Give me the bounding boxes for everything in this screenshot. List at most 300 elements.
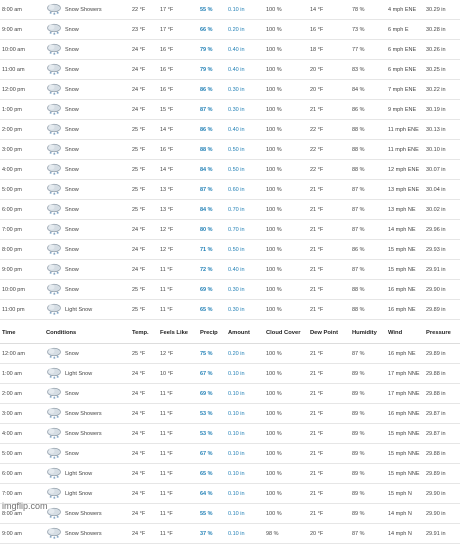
svg-text:*: *	[57, 212, 60, 218]
table-row	[0, 160, 460, 180]
cell-time	[0, 404, 44, 424]
cell-humidity-value: 89 %	[352, 371, 365, 377]
table-row	[0, 260, 460, 280]
svg-text:*: *	[53, 457, 56, 462]
header-wind[interactable]: Wind	[386, 322, 424, 344]
cell-conditions	[44, 464, 130, 484]
cell-cloud-cover	[264, 40, 308, 60]
cell-precip-value: 80 %	[200, 227, 213, 233]
cell-time	[0, 300, 44, 320]
svg-text:*: *	[50, 416, 53, 422]
cell-conditions	[44, 280, 130, 300]
cell-cloud-cover-value: 100 %	[266, 167, 282, 173]
cell-pressure	[424, 220, 460, 240]
cell-temp	[130, 160, 158, 180]
cell-feels-like-value: 13 °F	[160, 207, 173, 213]
cell-feels-like-value: 11 °F	[160, 391, 173, 397]
cell-humidity-value: 73 %	[352, 27, 365, 33]
cell-cloud-cover-value: 100 %	[266, 107, 282, 113]
cell-amount	[226, 220, 264, 240]
cell-dew-point-value: 21 °F	[310, 411, 323, 417]
table-row	[0, 280, 460, 300]
cell-pressure-value: 29.89 in	[426, 471, 446, 477]
cell-temp	[130, 464, 158, 484]
svg-text:*: *	[50, 356, 53, 362]
cell-humidity-value: 89 %	[352, 431, 365, 437]
table-row	[0, 444, 460, 464]
cell-wind-value: 15 mph NNE	[388, 431, 420, 437]
cell-precip	[198, 60, 226, 80]
svg-text:*: *	[50, 516, 53, 522]
cell-temp-value: 24 °F	[132, 47, 145, 53]
cell-feels-like-value: 14 °F	[160, 127, 173, 133]
cell-feels-like	[158, 0, 198, 20]
conditions-label: Snow Showers	[65, 511, 102, 517]
svg-text:*: *	[57, 252, 60, 258]
cell-pressure	[424, 424, 460, 444]
cell-cloud-cover	[264, 504, 308, 524]
cell-dew-point-value: 21 °F	[310, 107, 323, 113]
cell-time-value: 1:00 pm	[2, 107, 22, 113]
svg-text:*: *	[50, 192, 53, 198]
cell-cloud-cover	[264, 80, 308, 100]
svg-text:*: *	[50, 272, 53, 278]
cell-feels-like	[158, 40, 198, 60]
cell-precip-value: 65 %	[200, 471, 213, 477]
snow-cloud-icon	[46, 366, 62, 381]
snow-cloud-icon	[46, 242, 62, 257]
table-row	[0, 60, 460, 80]
cell-amount-value: 0.20 in	[228, 27, 245, 33]
svg-text:*: *	[53, 377, 56, 382]
cell-amount-value: 0.10 in	[228, 391, 245, 397]
cell-pressure	[424, 120, 460, 140]
cell-wind	[386, 504, 424, 524]
cell-conditions	[44, 404, 130, 424]
cell-cloud-cover-value: 100 %	[266, 267, 282, 273]
table-row	[0, 140, 460, 160]
cell-temp	[130, 300, 158, 320]
cell-wind-value: 14 mph N	[388, 531, 412, 537]
cell-wind	[386, 40, 424, 60]
header-precip[interactable]: Precip	[198, 322, 226, 344]
cell-feels-like	[158, 100, 198, 120]
cell-dew-point-value: 22 °F	[310, 167, 323, 173]
svg-text:*: *	[53, 93, 56, 98]
table-row	[0, 300, 460, 320]
cell-humidity-value: 83 %	[352, 67, 365, 73]
cell-feels-like	[158, 220, 198, 240]
cell-dew-point-value: 21 °F	[310, 491, 323, 497]
conditions-label: Snow	[65, 267, 79, 273]
cell-time	[0, 280, 44, 300]
cell-conditions	[44, 384, 130, 404]
cell-dew-point	[308, 0, 350, 20]
cell-feels-like-value: 14 °F	[160, 167, 173, 173]
cell-time-value: 7:00 am	[2, 491, 22, 497]
cell-precip	[198, 484, 226, 504]
cell-conditions	[44, 60, 130, 80]
cell-cloud-cover-value: 100 %	[266, 431, 282, 437]
cell-pressure-value: 29.89 in	[426, 351, 446, 357]
cell-amount-value: 0.30 in	[228, 87, 245, 93]
snow-cloud-icon	[46, 222, 62, 237]
cell-time-value: 10:00 pm	[2, 287, 25, 293]
cell-amount	[226, 280, 264, 300]
svg-text:*: *	[57, 516, 60, 522]
svg-text:*: *	[57, 272, 60, 278]
conditions-label: Snow	[65, 187, 79, 193]
cell-temp	[130, 0, 158, 20]
svg-text:*: *	[53, 33, 56, 38]
snow-cloud-icon	[46, 466, 62, 481]
cell-wind	[386, 20, 424, 40]
cell-amount-value: 0.10 in	[228, 511, 245, 517]
cell-temp-value: 24 °F	[132, 227, 145, 233]
cell-pressure-value: 29.87 in	[426, 411, 446, 417]
cell-time-value: 3:00 pm	[2, 147, 22, 153]
table-row	[0, 484, 460, 504]
cell-precip-value: 69 %	[200, 391, 213, 397]
cell-conditions	[44, 260, 130, 280]
cell-cloud-cover-value: 100 %	[266, 67, 282, 73]
cell-wind	[386, 180, 424, 200]
table-row	[0, 424, 460, 444]
cell-time-value: 6:00 am	[2, 471, 22, 477]
cell-temp-value: 24 °F	[132, 267, 145, 273]
cell-amount-value: 0.20 in	[228, 351, 245, 357]
svg-text:*: *	[50, 12, 53, 18]
cell-pressure	[424, 140, 460, 160]
conditions-label: Snow Showers	[65, 411, 102, 417]
cell-feels-like	[158, 484, 198, 504]
cell-temp	[130, 80, 158, 100]
cell-pressure	[424, 180, 460, 200]
cell-cloud-cover-value: 100 %	[266, 451, 282, 457]
cell-pressure-value: 29.91 in	[426, 531, 446, 537]
cell-cloud-cover	[264, 20, 308, 40]
cell-conditions	[44, 180, 130, 200]
cell-amount	[226, 40, 264, 60]
svg-text:*: *	[50, 212, 53, 218]
cell-precip-value: 86 %	[200, 87, 213, 93]
cell-humidity	[350, 20, 386, 40]
cell-precip	[198, 344, 226, 364]
conditions-label: Snow	[65, 391, 79, 397]
cell-wind	[386, 120, 424, 140]
svg-text:*: *	[53, 213, 56, 218]
cell-cloud-cover	[264, 280, 308, 300]
cell-pressure	[424, 200, 460, 220]
snow-cloud-icon	[46, 506, 62, 521]
cell-time	[0, 444, 44, 464]
cell-wind-value: 15 mph N	[388, 491, 412, 497]
cell-dew-point-value: 18 °F	[310, 47, 323, 53]
cell-dew-point	[308, 524, 350, 544]
cell-wind-value: 15 mph NE	[388, 247, 416, 253]
cell-wind	[386, 220, 424, 240]
conditions-label: Snow	[65, 207, 79, 213]
cell-humidity	[350, 424, 386, 444]
cell-humidity	[350, 40, 386, 60]
cell-conditions	[44, 160, 130, 180]
cell-precip-value: 55 %	[200, 7, 213, 13]
cell-temp-value: 24 °F	[132, 87, 145, 93]
cell-temp	[130, 524, 158, 544]
cell-pressure	[424, 344, 460, 364]
cell-cloud-cover-value: 100 %	[266, 491, 282, 497]
cell-amount	[226, 504, 264, 524]
cell-cloud-cover-value: 100 %	[266, 351, 282, 357]
svg-text:*: *	[57, 396, 60, 402]
cell-conditions	[44, 424, 130, 444]
cell-cloud-cover	[264, 444, 308, 464]
svg-text:*: *	[57, 376, 60, 382]
cell-wind-value: 15 mph NNE	[388, 451, 420, 457]
cell-precip	[198, 404, 226, 424]
header-humidity[interactable]: Humidity	[350, 322, 386, 344]
cell-dew-point-value: 16 °F	[310, 27, 323, 33]
cell-wind-value: 14 mph NE	[388, 227, 416, 233]
cell-wind-value: 9 mph ENE	[388, 107, 416, 113]
cell-time-value: 8:00 am	[2, 511, 22, 517]
table-row	[0, 40, 460, 60]
cell-feels-like	[158, 240, 198, 260]
conditions-label: Snow Showers	[65, 7, 102, 13]
cell-time-value: 8:00 pm	[2, 247, 22, 253]
cell-humidity-value: 88 %	[352, 167, 365, 173]
cell-humidity-value: 89 %	[352, 411, 365, 417]
cell-precip-value: 88 %	[200, 147, 213, 153]
cell-feels-like	[158, 404, 198, 424]
cell-amount	[226, 20, 264, 40]
cell-precip	[198, 220, 226, 240]
snow-cloud-icon	[46, 22, 62, 37]
snow-cloud-icon	[46, 426, 62, 441]
cell-wind	[386, 364, 424, 384]
cell-amount	[226, 260, 264, 280]
snow-cloud-icon	[46, 386, 62, 401]
cell-pressure	[424, 484, 460, 504]
svg-text:*: *	[50, 496, 53, 502]
cell-wind	[386, 260, 424, 280]
cell-humidity	[350, 260, 386, 280]
svg-text:*: *	[53, 53, 56, 58]
cell-time	[0, 60, 44, 80]
cell-pressure	[424, 0, 460, 20]
cell-wind	[386, 100, 424, 120]
cell-time-value: 12:00 am	[2, 351, 25, 357]
cell-cloud-cover	[264, 220, 308, 240]
svg-text:*: *	[57, 132, 60, 138]
svg-text:*: *	[53, 233, 56, 238]
cell-time-value: 5:00 pm	[2, 187, 22, 193]
cell-wind-value: 16 mph NE	[388, 307, 416, 313]
svg-text:*: *	[57, 92, 60, 98]
cell-pressure-value: 29.96 in	[426, 227, 446, 233]
conditions-label: Snow	[65, 351, 79, 357]
cell-cloud-cover	[264, 384, 308, 404]
cell-dew-point-value: 21 °F	[310, 307, 323, 313]
cell-feels-like	[158, 280, 198, 300]
svg-text:*: *	[53, 417, 56, 422]
cell-cloud-cover-value: 100 %	[266, 471, 282, 477]
cell-humidity	[350, 220, 386, 240]
cell-temp	[130, 220, 158, 240]
cell-precip	[198, 80, 226, 100]
cell-feels-like-value: 16 °F	[160, 47, 173, 53]
svg-text:*: *	[57, 72, 60, 78]
table-row	[0, 240, 460, 260]
cell-cloud-cover	[264, 464, 308, 484]
cell-wind-value: 7 mph ENE	[388, 87, 416, 93]
cell-dew-point	[308, 120, 350, 140]
cell-dew-point-value: 20 °F	[310, 67, 323, 73]
cell-time	[0, 464, 44, 484]
cell-time	[0, 344, 44, 364]
cell-precip	[198, 0, 226, 20]
cell-precip	[198, 364, 226, 384]
cell-feels-like-value: 11 °F	[160, 511, 173, 517]
cell-temp	[130, 364, 158, 384]
cell-time-value: 10:00 am	[2, 47, 25, 53]
cell-feels-like-value: 17 °F	[160, 27, 173, 33]
cell-amount-value: 0.40 in	[228, 267, 245, 273]
snow-cloud-icon	[46, 486, 62, 501]
cell-precip	[198, 40, 226, 60]
cell-dew-point	[308, 424, 350, 444]
conditions-label: Light Snow	[65, 371, 92, 377]
cell-dew-point-value: 21 °F	[310, 267, 323, 273]
cell-amount	[226, 344, 264, 364]
cell-dew-point-value: 21 °F	[310, 391, 323, 397]
conditions-label: Snow	[65, 47, 79, 53]
cell-dew-point	[308, 200, 350, 220]
cell-temp-value: 24 °F	[132, 107, 145, 113]
cell-time	[0, 260, 44, 280]
cell-dew-point-value: 21 °F	[310, 471, 323, 477]
cell-feels-like-value: 12 °F	[160, 351, 173, 357]
cell-time	[0, 40, 44, 60]
header-conditions[interactable]: Conditions	[44, 322, 130, 344]
cell-temp-value: 24 °F	[132, 491, 145, 497]
cell-dew-point	[308, 80, 350, 100]
cell-pressure	[424, 20, 460, 40]
cell-humidity	[350, 364, 386, 384]
svg-text:*: *	[53, 133, 56, 138]
cell-dew-point-value: 21 °F	[310, 247, 323, 253]
cell-dew-point-value: 20 °F	[310, 87, 323, 93]
snow-cloud-icon	[46, 142, 62, 157]
cell-humidity	[350, 0, 386, 20]
cell-conditions	[44, 80, 130, 100]
header-temp[interactable]: Temp.	[130, 322, 158, 344]
cell-pressure-value: 30.10 in	[426, 147, 446, 153]
header-cloud-cover[interactable]: Cloud Cover	[264, 322, 308, 344]
cell-precip-value: 79 %	[200, 67, 213, 73]
cell-feels-like-value: 11 °F	[160, 307, 173, 313]
cell-dew-point	[308, 140, 350, 160]
cell-precip	[198, 300, 226, 320]
snow-cloud-icon	[46, 42, 62, 57]
cell-feels-like	[158, 180, 198, 200]
cell-pressure	[424, 404, 460, 424]
header-time[interactable]: Time	[0, 322, 44, 344]
svg-text:*: *	[50, 92, 53, 98]
cell-precip	[198, 200, 226, 220]
cell-feels-like-value: 11 °F	[160, 451, 173, 457]
cell-temp-value: 24 °F	[132, 247, 145, 253]
svg-text:*: *	[57, 152, 60, 158]
svg-text:*: *	[57, 292, 60, 298]
cell-conditions	[44, 120, 130, 140]
cell-precip	[198, 100, 226, 120]
header-dew-point[interactable]: Dew Point	[308, 322, 350, 344]
cell-humidity-value: 88 %	[352, 307, 365, 313]
cell-precip-value: 53 %	[200, 431, 213, 437]
snow-cloud-icon	[46, 162, 62, 177]
conditions-label: Snow	[65, 107, 79, 113]
cell-cloud-cover-value: 100 %	[266, 511, 282, 517]
cell-time-value: 2:00 pm	[2, 127, 22, 133]
cell-pressure-value: 30.04 in	[426, 187, 446, 193]
cell-feels-like-value: 11 °F	[160, 267, 173, 273]
cell-temp	[130, 484, 158, 504]
svg-text:*: *	[53, 437, 56, 442]
cell-dew-point	[308, 260, 350, 280]
cell-humidity-value: 88 %	[352, 287, 365, 293]
cell-precip	[198, 140, 226, 160]
svg-text:*: *	[53, 253, 56, 258]
table-row	[0, 180, 460, 200]
cell-pressure-value: 30.25 in	[426, 67, 446, 73]
snow-cloud-icon	[46, 406, 62, 421]
cell-precip-value: 75 %	[200, 351, 213, 357]
cell-pressure	[424, 464, 460, 484]
svg-text:*: *	[57, 456, 60, 462]
cell-temp-value: 25 °F	[132, 287, 145, 293]
cell-wind	[386, 0, 424, 20]
table-header-row	[0, 322, 460, 344]
cell-precip	[198, 240, 226, 260]
cell-pressure-value: 29.87 in	[426, 431, 446, 437]
conditions-label: Snow	[65, 67, 79, 73]
svg-text:*: *	[50, 456, 53, 462]
cell-amount-value: 0.50 in	[228, 167, 245, 173]
table-row	[0, 220, 460, 240]
conditions-label: Light Snow	[65, 307, 92, 313]
svg-text:*: *	[50, 172, 53, 178]
cell-precip-value: 64 %	[200, 491, 213, 497]
cell-humidity-value: 77 %	[352, 47, 365, 53]
header-amount[interactable]: Amount	[226, 322, 264, 344]
cell-dew-point-value: 21 °F	[310, 451, 323, 457]
cell-pressure-value: 30.07 in	[426, 167, 446, 173]
cell-time-value: 4:00 pm	[2, 167, 22, 173]
cell-dew-point	[308, 300, 350, 320]
header-feels-like[interactable]: Feels Like	[158, 322, 198, 344]
cell-wind-value: 6 mph ENE	[388, 67, 416, 73]
cell-pressure-value: 29.91 in	[426, 267, 446, 273]
header-pressure[interactable]: Pressure	[424, 322, 460, 344]
cell-humidity	[350, 280, 386, 300]
cell-cloud-cover-value: 100 %	[266, 287, 282, 293]
snow-cloud-icon	[46, 302, 62, 317]
cell-precip-value: 53 %	[200, 411, 213, 417]
cell-temp	[130, 504, 158, 524]
cell-pressure	[424, 524, 460, 544]
cell-temp-value: 24 °F	[132, 511, 145, 517]
